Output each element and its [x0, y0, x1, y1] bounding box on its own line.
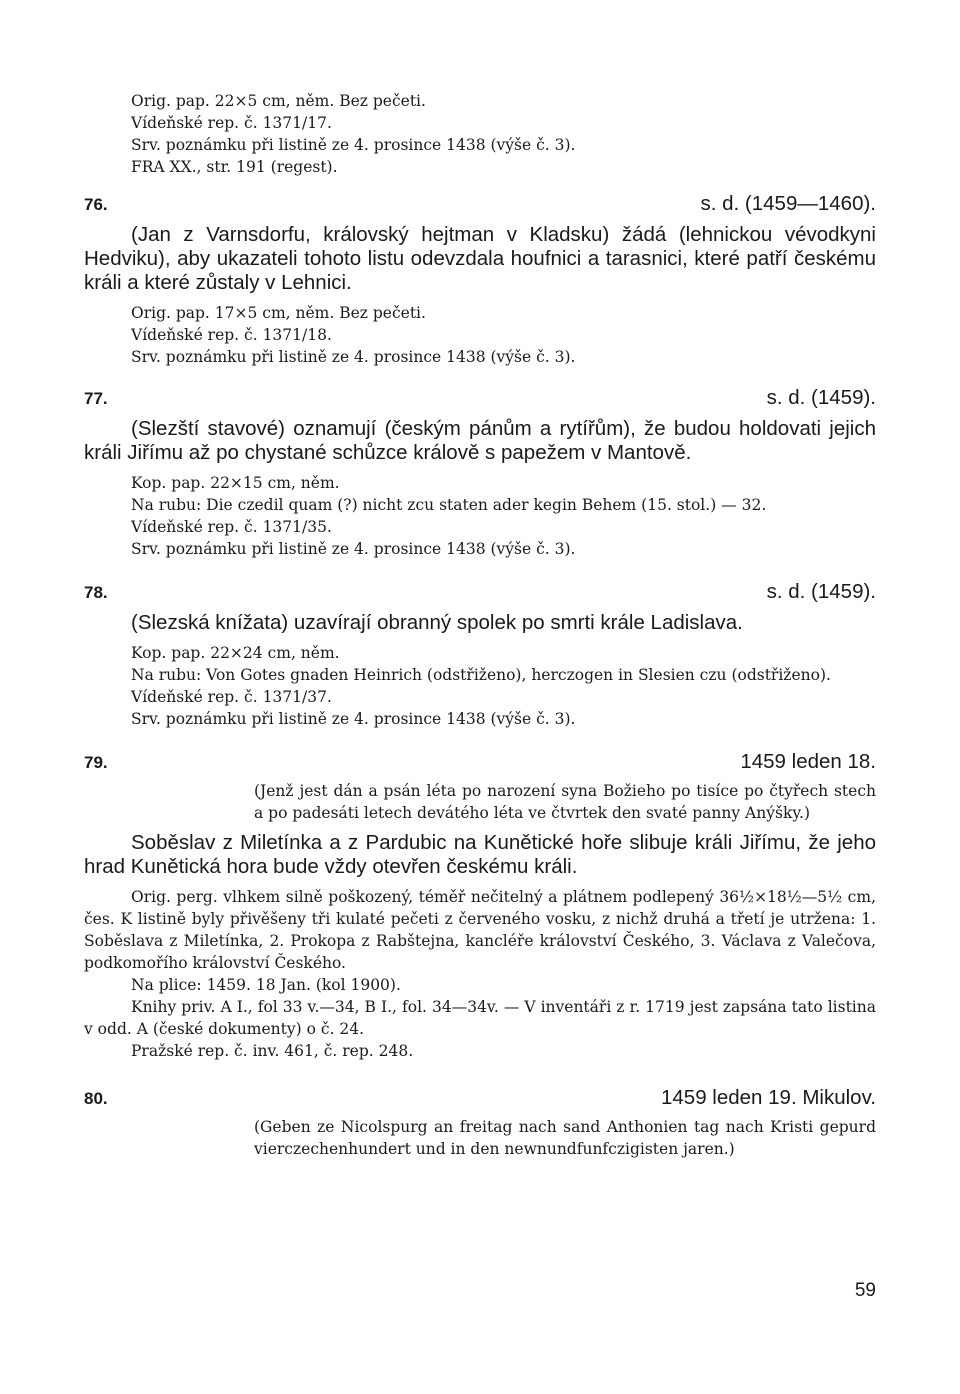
- entry-summary: Soběslav z Miletínka a z Pardubic na Kunětické hoře slibuje králi Jiřímu, že jeho hrad Kunětická hora bude vždy otevřen českému králi.: [84, 831, 876, 878]
- entry-number: 78.: [84, 583, 108, 602]
- entry-79: [84, 750, 876, 1062]
- note-line: Kop. pap. 22×24 cm, něm.: [131, 644, 340, 662]
- note-line: Kop. pap. 22×15 cm, něm.: [131, 474, 340, 492]
- entry-header: [84, 750, 876, 774]
- note-line: Knihy priv. A I., fol 33 v.—34, B I., fol. 34—34v. — V inventáři z r. 1719 jest zapsána tato listina v odd. A (české dokumenty) o č. 24.: [84, 998, 876, 1038]
- note-line: Orig. pap. 17×5 cm, něm. Bez pečeti.: [131, 304, 426, 322]
- note-line: Srv. poznámku při listině ze 4. prosince 1438 (výše č. 3).: [131, 136, 576, 154]
- page-number: 59: [854, 1280, 876, 1301]
- note-line: Vídeňské rep. č. 1371/37.: [131, 688, 332, 706]
- note-line: Vídeňské rep. č. 1371/17.: [131, 114, 332, 132]
- note-line: Srv. poznámku při listině ze 4. prosince 1438 (výše č. 3).: [131, 348, 576, 366]
- document-page: [84, 90, 876, 1160]
- entry-number: 76.: [84, 195, 108, 214]
- note-line: Vídeňské rep. č. 1371/18.: [131, 326, 332, 344]
- entry-date: s. d. (1459—1460).: [700, 192, 876, 215]
- note-line: FRA XX., str. 191 (regest).: [131, 158, 338, 176]
- entry-date: 1459 leden 19. Mikulov.: [660, 1086, 876, 1109]
- entry-incipit: (Jenž jest dán a psán léta po narození syna Božieho po tisíce po čtyřech stech a po padesáti letech devátého léta ve čtvrtek den svaté panny Anýšky.): [254, 782, 876, 822]
- entry-header: [84, 192, 876, 216]
- entry-date: s. d. (1459).: [766, 386, 876, 409]
- note-line: Orig. perg. vlhkem silně poškozený, téměř nečitelný a plátnem podlepený 36½×18½—5½ cm, čes. K listině byly přivěšeny tři kulaté pečeti z červeného vosku, z nichž druhá a třetí je utržena: 1. Soběslava z Miletínka, 2. Prokopa z Rabštejna, kancléře království Českého, 3. Václava z Valečova, podkomořího království Českého.: [84, 888, 876, 972]
- note-line: Na plice: 1459. 18 Jan. (kol 1900).: [131, 976, 401, 994]
- entry-80: [84, 1086, 876, 1160]
- entry-summary: (Slezská knížata) uzavírají obranný spolek po smrti krále Ladislava.: [131, 611, 743, 634]
- note-line: Srv. poznámku při listině ze 4. prosince 1438 (výše č. 3).: [131, 710, 576, 728]
- note-line: Orig. pap. 22×5 cm, něm. Bez pečeti.: [131, 92, 426, 110]
- note-line: Na rubu: Von Gotes gnaden Heinrich (odstřiženo), herczogen in Slesien czu (odstřiženo).: [131, 666, 831, 684]
- entry-notes: [84, 642, 876, 730]
- entry-notes: [84, 886, 876, 1062]
- entry-date: 1459 leden 18.: [740, 750, 876, 773]
- entry-header: [84, 386, 876, 410]
- note-line: Pražské rep. č. inv. 461, č. rep. 248.: [131, 1042, 414, 1060]
- entry-date: s. d. (1459).: [766, 580, 876, 603]
- note-line: Vídeňské rep. č. 1371/35.: [131, 518, 332, 536]
- entry-number: 80.: [84, 1089, 108, 1108]
- entry-header: [84, 1086, 876, 1110]
- entry-notes: [84, 472, 876, 560]
- note-line: Srv. poznámku při listině ze 4. prosince 1438 (výše č. 3).: [131, 540, 576, 558]
- entry-summary: (Jan z Varnsdorfu, královský hejtman v Kladsku) žádá (lehnickou vévodkyni Hedviku), aby ukazateli tohoto listu odevzdala houfnici a tarasnici, které patří českému králi a které zůstaly v Lehnici.: [84, 223, 876, 294]
- entry-incipit: (Geben ze Nicolspurg an freitag nach sand Anthonien tag nach Kristi gepurd vierczechenhundert und in den newnundfunfczigisten jaren.): [254, 1118, 876, 1158]
- entry-76: [84, 192, 876, 368]
- entry-number: 79.: [84, 753, 108, 772]
- entry-number: 77.: [84, 389, 108, 408]
- entry-78: [84, 580, 876, 730]
- entry-header: [84, 580, 876, 604]
- entry-summary: (Slezští stavové) oznamují (českým pánům a rytířům), že budou holdovati jejich králi Jiřímu až po chystané schůzce králově s papežem v Mantově.: [84, 417, 876, 464]
- entry-notes: [84, 302, 876, 368]
- note-line: Na rubu: Die czedil quam (?) nicht zcu staten ader kegin Behem (15. stol.) — 32.: [131, 496, 767, 514]
- entry-77: [84, 386, 876, 560]
- previous-entry-notes: [84, 90, 876, 178]
